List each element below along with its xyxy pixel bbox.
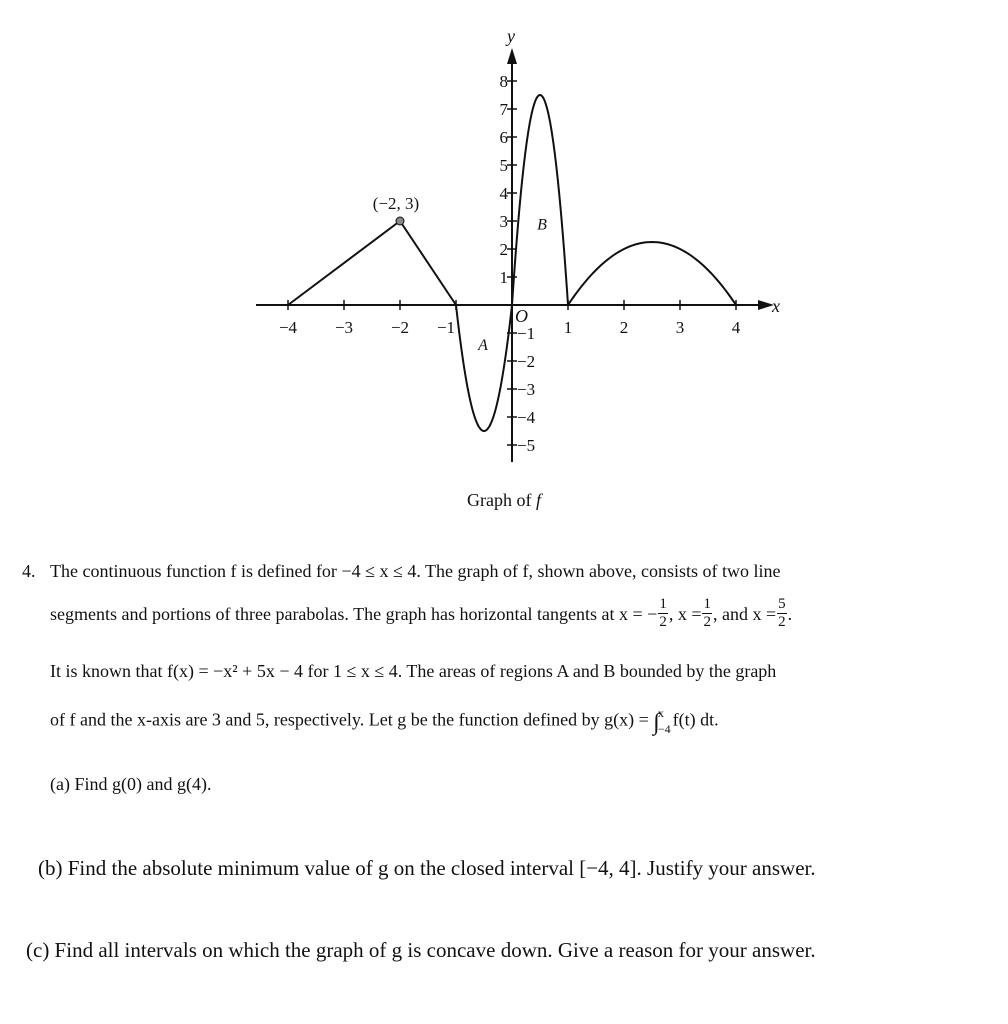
y-axis-arrow: [507, 48, 517, 64]
y-tick-label: 7: [499, 100, 508, 119]
x-tick-label: −2: [390, 318, 410, 337]
y-tick-label: −2: [517, 352, 536, 371]
region-label-b: B: [537, 216, 547, 234]
origin-label: O: [515, 306, 528, 326]
part-b: (b) Find the absolute minimum value of g on the closed interval [−4, 4]. Justify your answer.: [38, 856, 816, 880]
problem-line-4: [50, 706, 719, 737]
x-tick-label: −4: [278, 318, 298, 337]
integral-limits: [658, 706, 671, 737]
y-tick-label: 6: [499, 128, 508, 147]
y-tick-label: 2: [499, 240, 508, 259]
x-tick-label: 2: [619, 318, 629, 337]
problem-line-2-end: .: [787, 603, 793, 624]
region-label-a: A: [478, 336, 488, 354]
integrand: f(t) dt.: [672, 709, 719, 730]
chart-title-var: f: [535, 490, 541, 510]
problem-line-2: [50, 596, 792, 632]
y-tick-label: 4: [499, 184, 508, 203]
x-tick-label: 3: [675, 318, 685, 337]
x-tick-label: −1: [436, 318, 456, 337]
x-tick-label: 4: [731, 318, 741, 337]
point-marker: [396, 217, 404, 225]
problem-line-4-text: of f and the x-axis are 3 and 5, respectively. Let g be the function defined by g(x) =: [50, 709, 654, 730]
fraction-1-den: 2: [659, 614, 667, 631]
problem-line-1-text: The continuous function f is defined for −4 ≤ x ≤ 4. The graph of f, shown above, consists of two line: [50, 561, 781, 581]
fraction-3-den: 2: [778, 614, 786, 631]
fraction-2-den: 2: [703, 614, 711, 631]
y-tick-label: −1: [517, 324, 536, 343]
problem-line-2-text: segments and portions of three parabolas. The graph has horizontal tangents at x = −: [50, 603, 658, 624]
point-label: (−2, 3): [372, 194, 420, 213]
x-tick-label: −3: [334, 318, 354, 337]
problem-line-3: [50, 662, 776, 680]
problem-line-2-mid1: , x =: [668, 603, 702, 624]
y-tick-label: 8: [499, 72, 508, 91]
fraction-1-num: 1: [659, 596, 667, 612]
chart-title: Graph of f: [467, 490, 544, 510]
fraction-1: [658, 596, 668, 632]
curve-parabola-3: [568, 242, 736, 305]
fraction-2: [702, 596, 712, 632]
curve-parabola-A: [456, 305, 512, 431]
problem-line-3-text: It is known that f(x) = −x² + 5x − 4 for 1 ≤ x ≤ 4. The areas of regions A and B bounded by the graph: [50, 661, 777, 681]
y-tick-label: −5: [517, 436, 536, 455]
fraction-2-num: 1: [703, 596, 711, 612]
problem-line-1: [50, 562, 780, 580]
problem-number: 4.: [22, 561, 36, 581]
y-tick-label: 5: [499, 156, 508, 175]
y-axis-label: y: [507, 26, 515, 46]
fraction-3: [777, 596, 787, 632]
x-tick-label: 1: [563, 318, 573, 337]
curve-parabola-B: [512, 95, 568, 305]
part-c: (c) Find all intervals on which the graph of g is concave down. Give a reason for your answer.: [26, 938, 816, 962]
x-axis-label: x: [772, 296, 780, 316]
curve-segment-1: [288, 221, 400, 305]
y-tick-label: 1: [499, 268, 508, 287]
fraction-3-num: 5: [778, 596, 786, 612]
y-tick-label: −4: [517, 408, 536, 427]
y-tick-label: −3: [517, 380, 536, 399]
integral-lower-limit: −4: [657, 721, 671, 736]
integral-upper-limit: x: [657, 706, 664, 720]
y-tick-label: 3: [499, 212, 508, 231]
integral-sign: ∫: [653, 709, 660, 736]
curve-segment-2: [400, 221, 456, 305]
problem-line-2-mid2: , and x =: [712, 603, 777, 624]
part-a: (a) Find g(0) and g(4).: [50, 774, 212, 794]
